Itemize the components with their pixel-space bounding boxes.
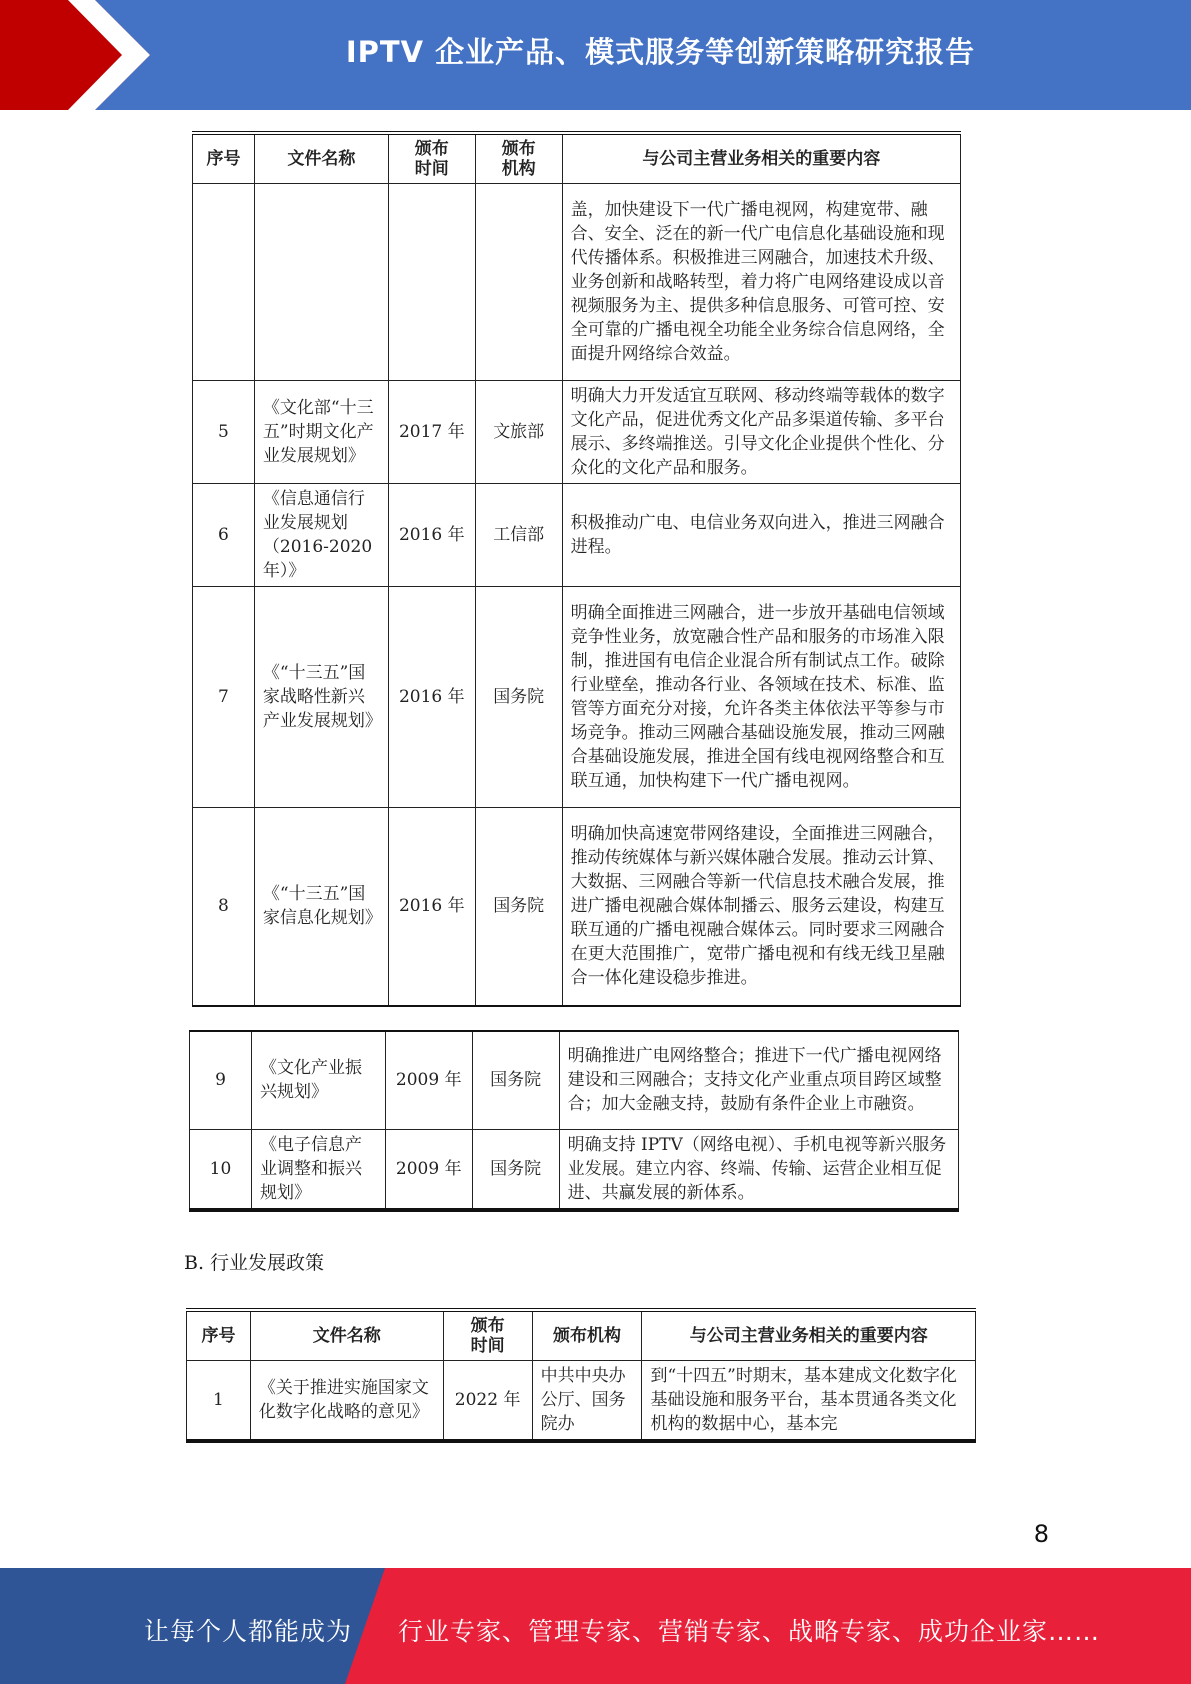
cell-time: 2009 年 [385,1031,472,1129]
cell-content: 盖，加快建设下一代广播电视网，构建宽带、融合、安全、泛在的新一代广电信息化基础设施和现代传播体系。积极推进三网融合，加速技术升级、业务创新和战略转型，着力将广电网络建设成以音视频服务为主、提供多种信息服务、可管可控、安全可靠的广播电视全功能全业务综合信息网络，全面提升网络综合效益。 [562,184,960,381]
cell-time: 2017 年 [388,381,475,484]
policy-table-industry [186,1308,976,1443]
cell-no: 9 [190,1031,252,1129]
col-header-time-text: 颁布 时间 [470,1316,505,1356]
table-row [187,1361,976,1442]
cell-no [193,184,255,381]
cell-name: 《信息通信行业发展规划（2016-2020 年）》 [254,484,388,587]
policy-table-national [192,131,961,1007]
col-header-time-text: 颁布 时间 [414,139,449,179]
cell-content: 明确全面推进三网融合，进一步放开基础电信领域竞争性业务，放宽融合性产品和服务的市场准入限制，推进国有电信企业混合所有制试点工作。破除行业壁垒，推动各行业、各领域在技术、标准、监管等方面充分对接，允许各类主体依法平等参与市场竞争。推动三网融合基础设施发展，推动三网融合基础设施发展，推进全国有线电视网络整合和互联互通，加快构建下一代广播电视网。 [562,587,960,808]
cell-content: 明确推进广电网络整合；推进下一代广播电视网络建设和三网融合；支持文化产业重点项目跨区域整合；加大金融支持，鼓励有条件企业上市融资。 [559,1031,958,1129]
cell-name [254,184,388,381]
cell-org: 中共中央办公厅、国务院办 [532,1361,642,1442]
cell-content: 积极推动广电、电信业务双向进入，推进三网融合进程。 [562,484,960,587]
cell-org [475,184,562,381]
cell-name: 《关于推进实施国家文化数字化战略的意见》 [250,1361,443,1442]
page-footer [0,1568,1191,1684]
cell-org: 国务院 [472,1129,559,1210]
footer-slogan-right: 行业专家、管理专家、营销专家、战略专家、成功企业家…… [398,1617,1101,1646]
footer-slogan-left: 让每个人都能成为 [144,1617,353,1646]
cell-no: 7 [193,587,255,808]
table-row [193,587,961,808]
cell-no: 6 [193,484,255,587]
cell-org: 国务院 [475,808,562,1006]
cell-content: 到“十四五”时期末，基本建成文化数字化基础设施和服务平台，基本贯通各类文化机构的数据中心，基本完 [642,1361,976,1442]
cell-content: 明确支持 IPTV（网络电视）、手机电视等新兴服务业发展。建立内容、终端、传输、运营企业相互促进、共赢发展的新体系。 [559,1129,958,1210]
red-chevron-decoration [0,0,150,110]
col-header-name: 文件名称 [250,1310,443,1361]
cell-name: 《“十三五”国家信息化规划》 [254,808,388,1006]
cell-org: 工信部 [475,484,562,587]
col-header-no: 序号 [193,133,255,184]
col-header-org: 颁布机构 [532,1310,642,1361]
cell-name: 《文化产业振兴规划》 [251,1031,385,1129]
col-header-time [388,133,475,184]
table-row [193,808,961,1006]
cell-org: 国务院 [472,1031,559,1129]
cell-name: 《文化部“十三五”时期文化产业发展规划》 [254,381,388,484]
cell-time: 2009 年 [385,1129,472,1210]
cell-time: 2022 年 [443,1361,532,1442]
cell-no: 5 [193,381,255,484]
cell-no: 1 [187,1361,251,1442]
page-header [0,0,1191,110]
cell-name: 《电子信息产业调整和振兴规划》 [251,1129,385,1210]
cell-no: 10 [190,1129,252,1210]
cell-time: 2016 年 [388,484,475,587]
table-header-row [187,1310,976,1361]
col-header-org [475,133,562,184]
table-row [193,184,961,381]
col-header-content: 与公司主营业务相关的重要内容 [642,1310,976,1361]
cell-name: 《“十三五”国家战略性新兴产业发展规划》 [254,587,388,808]
cell-content: 明确加快高速宽带网络建设，全面推进三网融合，推动传统媒体与新兴媒体融合发展。推动云计算、大数据、三网融合等新一代信息技术融合发展，推进广播电视融合媒体制播云、服务云建设，构建互联互通的广播电视融合媒体云。同时要求三网融合在更大范围推广，宽带广播电视和有线无线卫星融合一体化建设稳步推进。 [562,808,960,1006]
cell-time: 2016 年 [388,587,475,808]
cell-no: 8 [193,808,255,1006]
policy-table-national-continued [189,1030,959,1212]
cell-org: 国务院 [475,587,562,808]
cell-time: 2016 年 [388,808,475,1006]
table-row [193,381,961,484]
col-header-time [443,1310,532,1361]
cell-org: 文旅部 [475,381,562,484]
table-row [190,1129,959,1210]
table-row [190,1031,959,1129]
cell-time [388,184,475,381]
table-header-row [193,133,961,184]
col-header-org-text: 颁布 机构 [501,139,536,179]
table-row [193,484,961,587]
section-heading-industry-policy: B. 行业发展政策 [184,1252,325,1274]
report-title: IPTV 企业产品、模式服务等创新策略研究报告 [345,35,976,69]
col-header-content: 与公司主营业务相关的重要内容 [562,133,960,184]
cell-content: 明确大力开发适宜互联网、移动终端等载体的数字文化产品，促进优秀文化产品多渠道传输、多平台展示、多终端推送。引导文化企业提供个性化、分众化的文化产品和服务。 [562,381,960,484]
page-number: 8 [1033,1520,1049,1548]
col-header-name: 文件名称 [254,133,388,184]
col-header-no: 序号 [187,1310,251,1361]
